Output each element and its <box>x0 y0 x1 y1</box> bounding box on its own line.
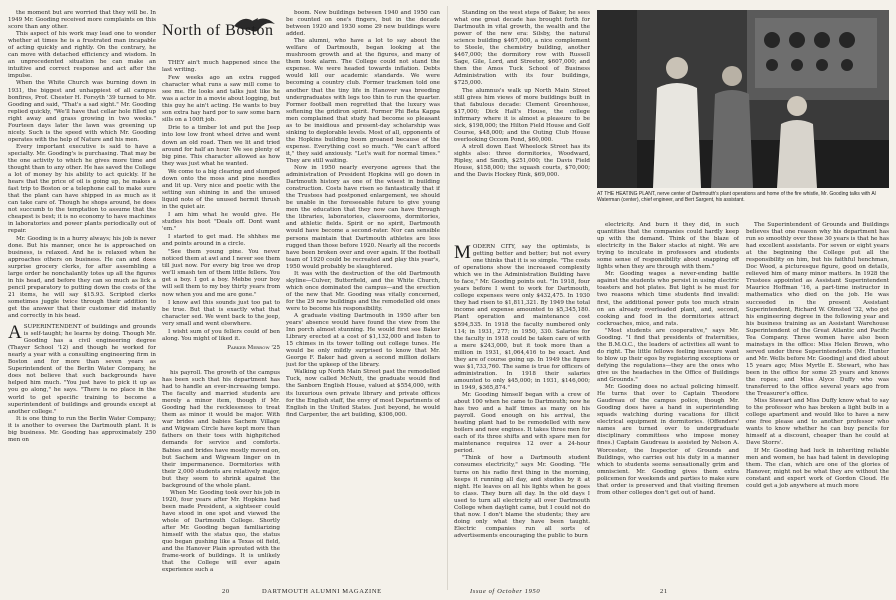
left-column-1 <box>8 10 156 586</box>
page-gutter <box>447 6 448 590</box>
col1-last-para: It is one thing to run the Berlin Water Company; it is another to oversee the Dartmouth plant. It is big business. Mr. Gooding has approximately 250 men on <box>8 415 156 443</box>
paragraph: A stroll down East Wheelock Street has its sights also: three dormitories, Woodward, Ripley, and Smith, $251,000; the Davis Field House, $158,000; the squash courts, $70,000; and the Davis Hockey Rink, $69,000. <box>454 143 590 179</box>
photo-caption: AT THE HEATING PLANT, nerve center of Dartmouth's plant operations and home of the fire whistle, Mr. Gooding talks with Al Waterman (center), chief engineer, and Bert Sargent, his assistant. <box>597 191 876 204</box>
col1-top-text <box>8 10 156 320</box>
poem-paragraph: I am him what he would give. He studies his boot "Deals off. Dont want 'em." <box>162 211 280 233</box>
paragraph: This aspect of his work may lead one to wonder whether at times he is a frustrated man incapable of acting quickly and rightly. On the contrary, he can move with detached efficiency and wisdom. In an unprecedented situation he can make an intuitive and correct response and act after the impulse. <box>8 31 156 80</box>
dropcap-a: A <box>8 322 22 344</box>
right-column-3 <box>746 222 889 586</box>
paragraph: Mr. Gooding does no actual policing himself. He turns that over to Captain Theodore Gaudreau of the campus police, though Mr. Gooding does have a hand in superintending squads watching during vacations for illicit electrical equipment in dormitories. (Offenders' names are turned over to undergraduate disciplinary committees who impose money fines.) Captain Gaudreau is assisted by Nelson A. Worcester, the Inspector of Grounds and Buildings, who carries out his duty in a manner which to students seems sensationally grim and omniscient. Mr. Gooding gives them extra policemen for weekends and parties to make sure that order is preserved and that visiting firemen from other colleges don't get out of hand. <box>597 384 739 496</box>
poem-paragraph: "See them young pine. You never noticed them at awl and I never see them till just now. For every big tree we drop we'll smash ten of them little fellers. You get a boy. I got a boy. Mebbe your boy will sell them to my boy thirty years from now when you and me are gone." <box>162 249 280 298</box>
poem-body <box>162 60 280 343</box>
paragraph: Mr. Gooding is in a hurry always; his job is never done. But his manner, once he is approached on business, is relaxed. And he is relaxed when he approaches others on business. He can and does surprise grocery clerks, for after assembling a large order he nonchalantly totes up all the figures in his head, and before they can so much as lick a pencil preparatory to putting down the costs of the 21 items, he will say $15.93. Scripted clerks sometimes juggle twice through their addition to get the answer that their customer did instantly and correctly in his head. <box>8 235 156 320</box>
right-column-2 <box>597 222 739 586</box>
paragraph: Miss Stewart and Miss Duffy know what to say to the professor who has broken a light bulb in a college apartment and would like to have a new one free please and to another professor who wants to know whether he can buy pencils for himself at a discount, cheaper than he could at Dave Storrs'. <box>746 398 889 447</box>
paragraph: Walking up North Main Street past the remodelled Tuck, now called McNutt, the graduate would find the Sanborn English House, valued at $554,000, with its luxurious own private library and private offices for the English staff, the envy of most Departments of English in the United States. Just beyond, he would find Carpenter, the art building, $306,000. <box>286 369 440 418</box>
paragraph: electricity. And burn it they did, in such quantities that the companies could hardly keep up with the demand. Think of the blaze of electricity in the Baker stacks at night. We are trying to inculcate in professors and students some sense of responsibility about snapping off lights when they are through with them." <box>597 222 739 271</box>
paragraph: Standing on the west steps of Baker, he sees what one great decade has brought forth for Dartmouth in vital growth, the wealth and the power of the new era: Silsby, the natural science building $467,000, a nice complement to Steele, the chemistry building, another $467,000; the dormitory row with Russell Sage, Gile, Lord, and Streeter, $607,000; and then the Amos Tuck School of Business Administration with its four buildings, $725,000. <box>454 10 590 87</box>
paragraph: It was with the destruction of the old Dartmouth skyline—Culver, Butterfield, and the White Church, which once dominated the campus—and the erection of the new that Mr. Gooding was vitally concerned, for the 29 new buildings and the remodelled old ones were to become his responsibility. <box>286 270 440 312</box>
poem-paragraph: Few weeks ago an extra rugged character what runs a saw mill come to see me. He looks and talks just like he was a actor in a movie about logging, but this guy he ain't acting. He wants to buy son extra hay hard por to saw some barn sills on a 100ft job. <box>162 75 280 124</box>
col4-para-2: Mr. Gooding himself began with a crew of about 100 when he came to Dartmouth; now he has two and a half times as many on his payroll. Good enough on his arrival, the heating plant had to be remodelled with new boilers and new engines. It takes three men for each of its three shifts and with spare men for maintenance requires 12 over a 24-hour period. <box>454 391 590 455</box>
column-header <box>162 22 272 40</box>
poem-signature: Parker Merrow '25 <box>227 344 280 351</box>
paragraph: the moment but are worried that they will be. In 1949 Mr. Gooding received more complaints on this score than any other. <box>8 10 156 31</box>
paragraph: boom. New buildings between 1940 and 1950 can be counted on one's fingers, but in the decade between 1920 and 1930 some 29 new buildings were added. <box>286 10 440 38</box>
left-column-3 <box>286 10 440 586</box>
col4-para-3: "Think of how a Dartmouth student consumes electricity," says Mr. Gooding. "He turns on his radio first thing in the morning, keeps it running all day, and studies by it at night. He leaves on all his lights when he goes to class. They burn all day. In the old days I used to turn all electricity all over Dartmouth College when daylight came, but I could not do that now. I don't blame the students; they are doing only what they have been taught. Electric companies run all sorts of advertisements encouraging the public to burn <box>454 455 590 539</box>
magazine-name: DARTMOUTH ALUMNI MAGAZINE <box>262 588 382 595</box>
left-column-2-bottom <box>162 370 280 586</box>
paragraph: Mr. Gooding wages a never-ending battle against the students who persist in using electric toasters and hot plates. But light is he must for two reasons which time students find invalid: first, the additional power puts too much strain on an already overloaded plant, and, second, cooking and food in the dormitories attract cockroaches, mice, and rats. <box>597 271 739 327</box>
paragraph: Every important executive is said to have a specialty. Mr. Gooding's is purchasing. That may be the one activity to which he gives more time and thought than to any other. He has saved the College a lot of money by his ability to act quickly. If he hears that the price of oil is going up, he makes a fast trip to Boston or a telephone call to make sure that the plant can have shipped in as much as it can take care of. Though he shops around, he does not succumb to the temptation to assume that the cheapest is best; it is no economy to have machines in laboratories and power plants periodically out of repair. <box>8 143 156 235</box>
poem-paragraph: I started to get mad. He shhhes me and points around in a circle. <box>162 234 280 248</box>
paragraph: If Mr. Gooding had luck in inheriting reliable men and women, he has had talent in developing them. The clan, which are one of the glories of Hanover, might not be what they are without the constant and expert work of Gordon Cloud. He could get a job anywhere at much more <box>746 447 889 489</box>
paragraph: When Mr. Gooding took over his job in 1920, four years after Mr. Hopkins had been made President, a sightseer could have stood in one spot and viewed the whole of Dartmouth College. Shortly after Mr. Gooding began familiarizing himself with the status quo, the status quo began gushing like a Texas oil field, and the Hanover Plain sprouted with the frame-work of buildings. It is unlikely that the College will ever again experience such a <box>162 489 280 574</box>
photo-illustration <box>597 10 889 188</box>
north-of-boston-column <box>162 60 280 353</box>
paragraph: The Superintendent of Grounds and Buildings believes that one reason why his department has run so smoothly over these 30 years is that he has had excellent assistants. For seven or eight years at the beginning the College put all the responsibility on him, but his faithful henchman, Doc Wood, a picturesque figure, good on details, relieved him of many minor matters. In 1928 the Trustees appointed as Assistant Superintendent Maurice Hoffman '16, a part-time instructor in mathematics who died on the job. He was succeeded in the present Assistant Superintendent, Richard W. Olmsted '32, who got his engineering degree in the following year and his business training as an Assistant Warehouse Superintendent of the Great Atlantic and Pacific Tea Company. Three women have also been mainstays in the office: Miss Helen Brown, who served under three Superintendents (Mr. Hunter and Mr. Wells before Mr. Gooding) and died about 15 years ago; Miss Myrtle E. Stewart, who has been in the office for some 25 years and knows the ropes; and Miss Alyce Duffy who was transferred to the office several years ago from the Treasurer's office. <box>746 222 889 398</box>
right-page-number: 21 <box>660 588 668 595</box>
paragraph: The alumnus's walk up North Main Street still gives him views of more buildings built in that fabulous decade: Clement Greenhouse, $17,000; Dick Hall's House, the college infirmary where it is almost a pleasure to be sick, $198,000; the Hilton Field House and Golf Course, $48,000; and the Outing Club House overlooking Occom Pond, $60,000. <box>454 87 590 143</box>
paragraph: When the White Church was burning down in 1931, the biggest and unhappiest of all campus bonfires, Prof. Chester H. Forsyth '39 turned to Mr. Gooding and said, "That's a sad sight." Mr. Gooding replied quickly, "We'll have that cellar hole filled up right away and grass growing in two weeks." Fourteen days later the lawn was greening up nicely. Such is the speed with which Mr. Gooding operates with the help of Nature and his men. <box>8 80 156 143</box>
paragraph: The alumni, who have a lot to say about the welfare of Dartmouth, began looking at the mushroom growth and at the figures, and many of them took alarm. The College could not stand the expense. We were headed towards inflation. Debts would kill our academic standards. We were becoming a country club. Former trackmen told one another that the tiny life in Hanover was breeding undergraduates with legs too thin to run the quarter. Former football men regretted that the luxury was softening the gridiron spirit. Former Phi Beta Kappa men complained that study had become so pleasant as to be insidious and present-day scholarship was sinking to deplorable levels. Most of all, opponents of the Hopkins building boom groaned because of the expense. Everything cost so much. "We can't afford it," they said anxiously. "Let's wait for normal times." They are still waiting. <box>286 38 440 164</box>
poem-title: North of Boston <box>162 22 274 39</box>
heating-plant-photo <box>597 10 889 188</box>
left-page-number: 20 <box>222 588 230 595</box>
paragraph: his payroll. The growth of the campus has been such that his department has had to handle an ever-increasing tempo. The faculty and married students are merely a minor item, though if Mr. Gooding had the recklessness to treat them as minor it would be major. With war brides and babies Sachem Village and Wigwam Circle have kept more than fathers on their toes with highpitched demands for service and comforts. Babies and brides have mostly moved on, but Sachem and Wigwam linger on in their impermanence. Dormitories with their 2,000 students are relatively major, but they seem to shrink against the background of the whole plant. <box>162 370 280 489</box>
right-column-1-bottom <box>454 244 590 586</box>
col4-dropcap-para: MODERN CITY, say the optimists, is getting better and better; but not every one thinks that it is so simple. "The costs of operations show the increased complexity which we in the Administration Building have to face," Mr. Gooding points out. "In 1918, four years before I went to work for Dartmouth, college expenses were only $432,475. In 1930 they had risen to $1,811,321. By 1949 the total income and expense amounted to $5,345,180. Plant operation and maintenance cost $594,535. In 1918 the faculty numbered only 114; in 1931, 277; in 1950, 330. Salaries for the faculty in 1918 could be taken care of with a mere $243,000, but it took more than a million in 1931, $1,064,416 to be exact. And they are of course going up. In 1949 the figure was $1,733,760. The same is true for officers of administration. In 1918 their salaries amounted to only $45,000; in 1931, $146,000; in 1949, $365,874." <box>454 244 590 391</box>
dropcap-m: M <box>454 244 471 263</box>
poem-paragraph: I wisht sum of you fellers could of ben along. You might of liked it. <box>162 328 280 342</box>
col1-dropcap-para: ASUPERINTENDENT of buildings and grounds is self-taught; he learns by doing. Though Mr. Gooding has a civil engineering degree (Thayer School '12) and though he worked for nearly a year with a consulting engineering firm in Boston and for more than seven years as Superintendent of the Berlin Water Company, he does not believe that such backgrounds have helped him much. "You just have to pick it up as you go along," he says. "There is no place in the world to get specific training to become a superintendent of buildings and grounds except at another college." <box>8 322 156 415</box>
paragraph: A graduate visiting Dartmouth in 1950 after ten years' absence would have found the view from the Inn porch almost stunning. He would first see Baker Library erected at a cost of $1,132,000 and listen to 15 chimes in its tower tolling out college tunes. He would be only mildly surprised to know that Mr. George F. Baker had given a second million dollars just for the upkeep of the library. <box>286 313 440 369</box>
right-column-1-top <box>454 10 590 240</box>
paragraph: "Most students are cooperative," says Mr. Gooding. "I find that presidents of fraternities, the B.M.O.C., the leaders of activities all want to do right. The little fellows feeling insecure want to blow up their egos by registering exceptions or defying the regulations—they are the ones who give us the headaches in the Office of Buildings and Grounds." <box>597 327 739 384</box>
paragraph: Now in 1950 nearly everyone agrees that the administration of President Hopkins will go down in Dartmouth history as one of the wisest in building construction. Costs have risen so fantastically that if the Trustees had postponed enlargement, we should be unable in the foreseeable future to give young men the education that they now can have through the libraries, laboratories, classrooms, dormitories, and athletic fields. Spirit or no spirit, Dartmouth would have become a second-rater. Nor can sensible persons maintain that Dartmouth athletes are less rugged than those before 1920. Nearly all the records have been broken over and over again. If the football team of 1920 could be recreated and play this year's, 1950 would probably be slaughtered. <box>286 165 440 270</box>
issue-date: Issue of October 1950 <box>470 588 541 595</box>
poem-paragraph: Drie to a timber lot and put the Jeep into low low front wheel drive and went down an old road. Then we lit and tried around for half an hour. We see plenty of big pine. This character allowed as how they was just what he wanted. <box>162 125 280 167</box>
poem-paragraph: We come to a big clearing and slumped down onto the moss and pine needles and lit up. Very nice and poetic with the setting sun shining in and the unused liquid note of the unused hermit thrush in the quiet air. <box>162 168 280 210</box>
poem-paragraph: THEY ain't much happened since the last writing. <box>162 60 280 74</box>
poem-paragraph: I know awl this sounds just too pat to be true. But that is exactly what that character sed. We went back to the jeep, very small and went elsewhere. <box>162 299 280 327</box>
